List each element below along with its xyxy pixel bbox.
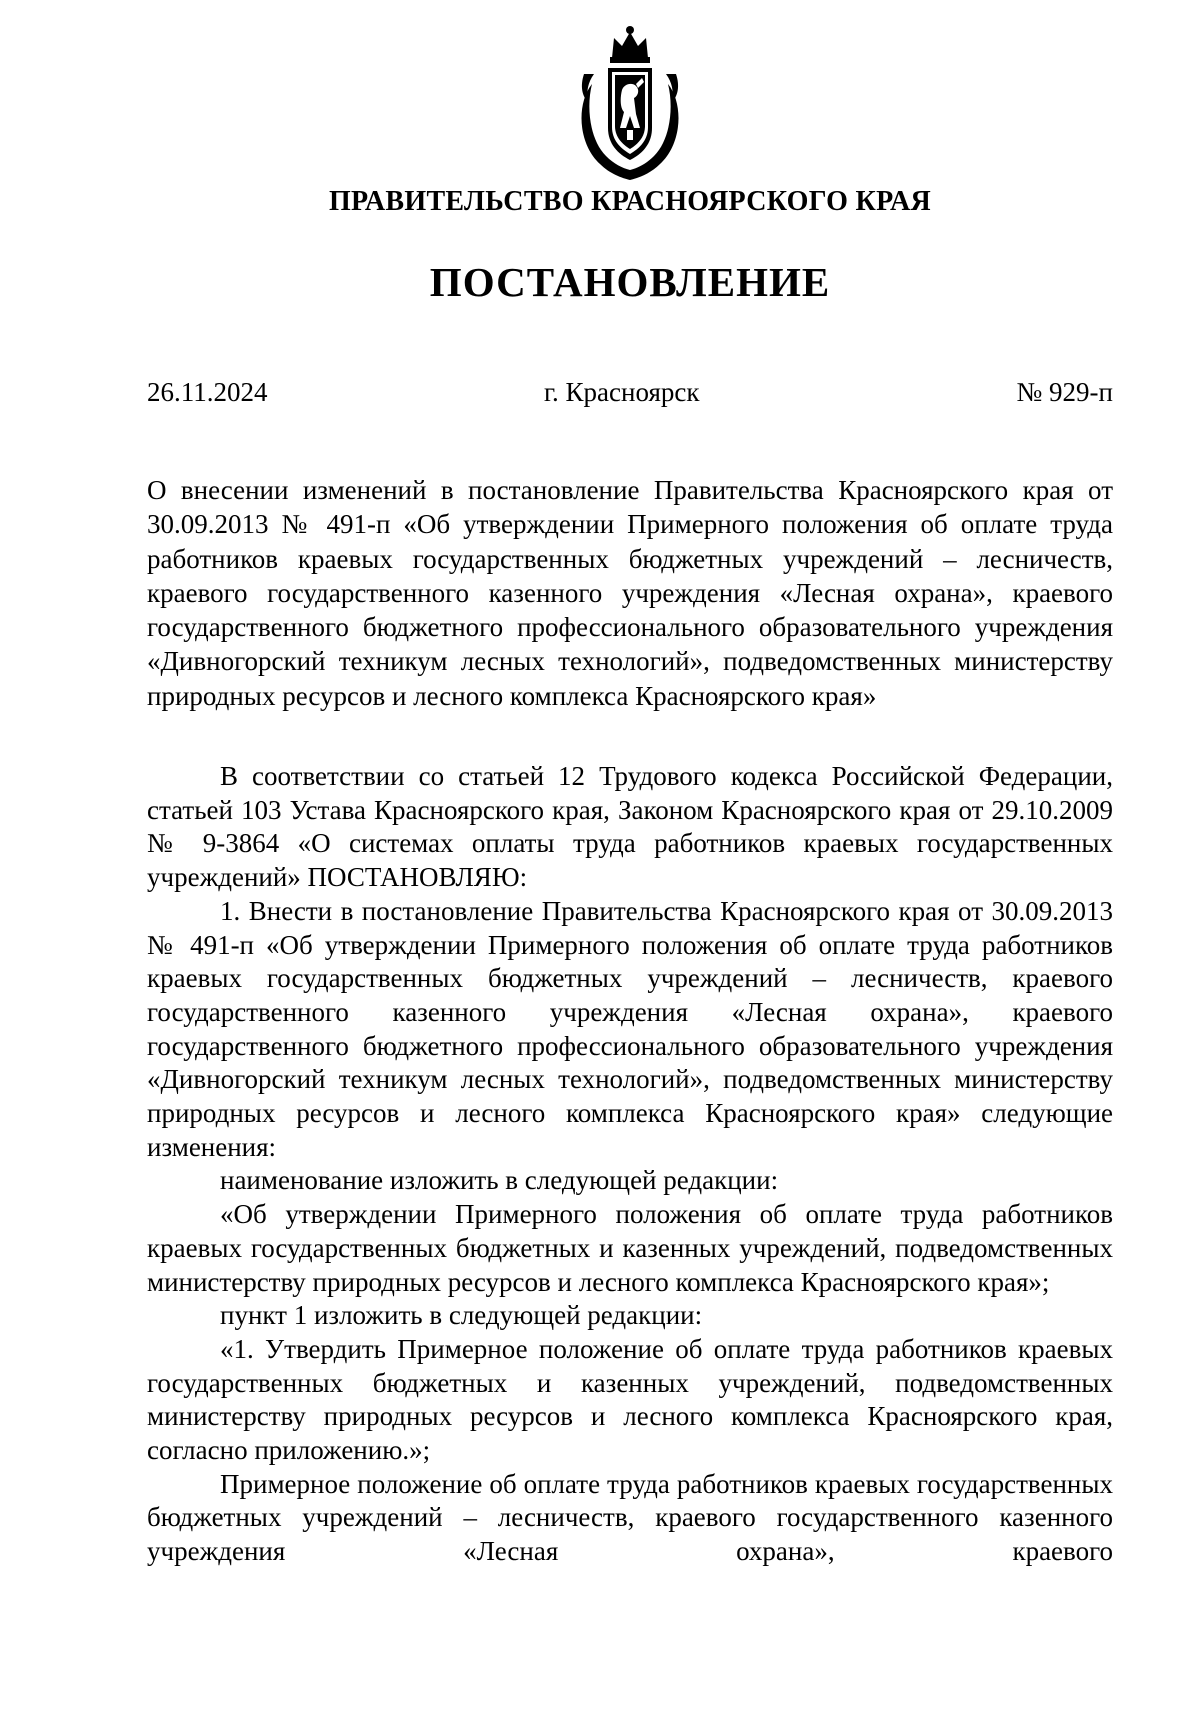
point-1-text-paragraph: «1. Утвердить Примерное положение об оплате труда работников краевых государственных бюджетных и казенных учреждений, подведомственных министерству природных ресурсов и лесного комплекса Красноярского края, согласно приложению.»; (147, 1333, 1113, 1466)
coat-of-arms-icon (570, 24, 690, 184)
crown-icon (610, 26, 650, 63)
document-body (147, 760, 1113, 1569)
government-title: ПРАВИТЕЛЬСТВО КРАСНОЯРСКОГО КРАЯ (328, 186, 932, 217)
item-1-paragraph: 1. Внести в постановление Правительства Красноярского края от 30.09.2013 № 491-п «Об утверждении Примерного положения об оплате труда работников краевых государственных бюджетных учреждений – лесничеств, краевого государственного казенного учреждения «Лесная охрана», краевого государственного бюджетного профессионального образовательного учреждения «Дивногорский техникум лесных технологий», подведомственных министерству природных ресурсов и лесного комплекса Красноярского края» следующие изменения: (147, 895, 1113, 1162)
name-intro-paragraph: наименование изложить в следующей редакции: (220, 1165, 779, 1196)
name-text-paragraph: «Об утверждении Примерного положения об оплате труда работников краевых государственных бюджетных и казенных учреждений, подведомственных министерству природных ресурсов и лесного комплекса Красноярского края»; (147, 1199, 1113, 1297)
point-1-intro-paragraph: пункт 1 изложить в следующей редакции: (220, 1300, 703, 1331)
document-number: № 929-п (1016, 377, 1113, 407)
document-type: ПОСТАНОВЛЕНИЕ (429, 259, 831, 305)
regulation-paragraph: Примерное положение об оплате труда работников краевых государственных бюджетных учреждений – лесничеств, краевого государственного казенного учреждения «Лесная охрана», краевого (147, 1468, 1113, 1567)
preamble-paragraph: В соответствии со статьей 12 Трудового кодекса Российской Федерации, статьей 103 Устава Красноярского края, Законом Красноярского края от 29.10.2009 № 9-3864 «О системах оплаты труда работников краевых государственных учреждений» ПОСТАНОВЛЯЮ: (147, 761, 1113, 893)
document-city: г. Красноярск (544, 377, 700, 407)
document-date: 26.11.2024 (147, 377, 268, 407)
document-subject: О внесении изменений в постановление Правительства Красноярского края от 30.09.2013 № 491-п «Об утверждении Примерного положения об оплате труда работников краевых государственных бюджетных учреждений – лесничеств, краевого государственного казенного учреждения «Лесная охрана», краевого государственного бюджетного профессионального образовательного учреждения «Дивногорский техникум лесных технологий», подведомственных министерству природных ресурсов и лесного комплекса Красноярского края» (147, 475, 1113, 711)
